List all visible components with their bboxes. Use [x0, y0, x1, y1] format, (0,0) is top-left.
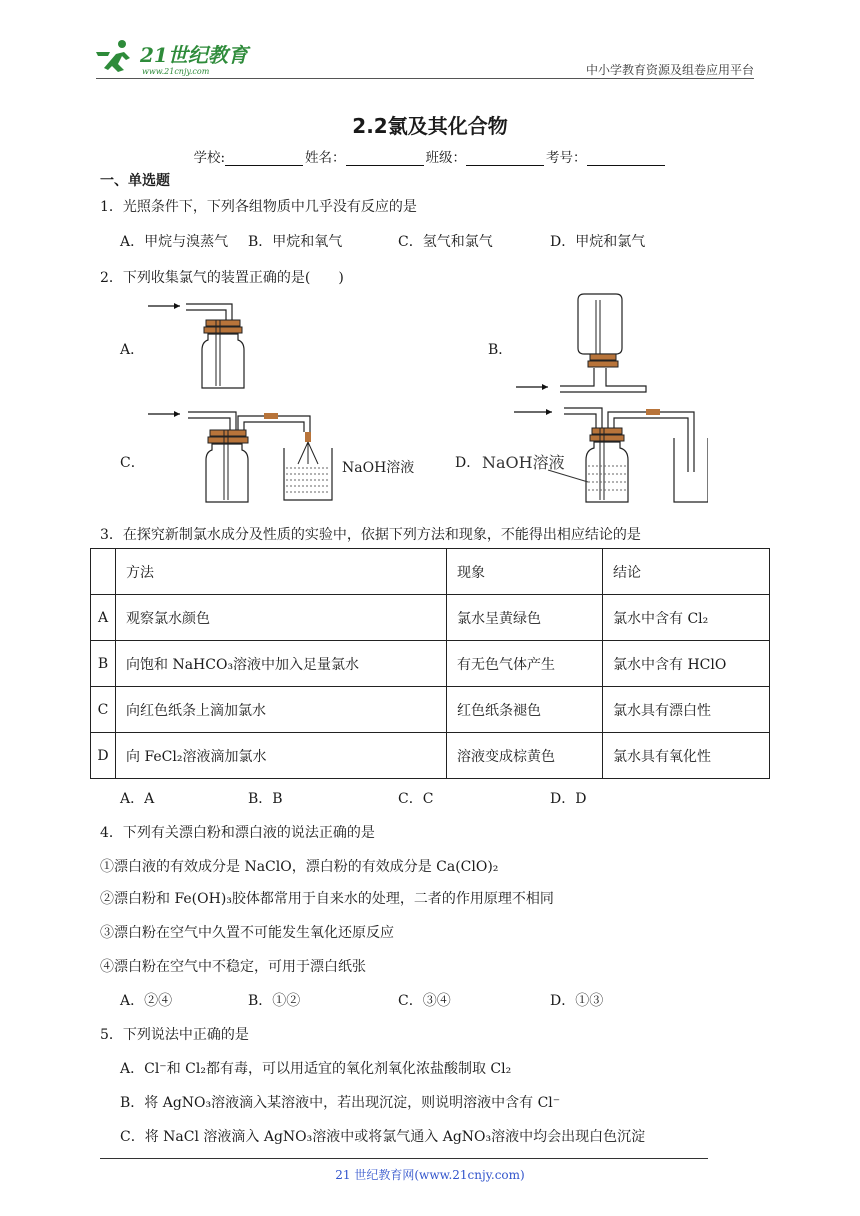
q1-option-c: C．氢气和氯气: [398, 234, 493, 250]
logo-text: 21世纪教育: [140, 43, 248, 67]
class-label: 班级：: [425, 150, 467, 166]
apparatus-c-diagram: [140, 402, 440, 512]
header-divider: [96, 78, 754, 79]
table-cell: 氯水中含有 HClO: [603, 641, 770, 687]
table-cell: 观察氯水颜色: [116, 595, 447, 641]
school-blank: [225, 151, 303, 166]
runner-icon: [96, 40, 130, 72]
school-label: 学校:: [193, 150, 226, 166]
q1-option-b: B．甲烷和氧气: [248, 234, 343, 250]
q4-statement-2: ②漂白粉和 Fe(OH)₃胶体都常用于自来水的处理，二者的作用原理不相同: [100, 891, 554, 907]
logo-url: www.21cnjy.com: [142, 67, 210, 76]
table-cell: C: [91, 687, 116, 733]
q3-option-a: A．A: [120, 791, 155, 807]
table-row: [91, 733, 770, 779]
table-header-cell: [91, 549, 116, 595]
table-row: [91, 687, 770, 733]
q2-label-a: A．: [120, 342, 145, 358]
q4-option-d: D．①③: [550, 993, 604, 1009]
q2-label-d: D．: [455, 455, 481, 471]
naoh-label-d: NaOH溶液: [482, 453, 565, 472]
q4-option-b: B．①②: [248, 993, 301, 1009]
apparatus-b-diagram: [510, 290, 660, 400]
q3-option-b: B．B: [248, 791, 283, 807]
site-logo: [96, 38, 256, 78]
table-header-cell: 现象: [447, 549, 603, 595]
table-header-row: [91, 549, 770, 595]
student-info-line: [0, 146, 860, 166]
exam-no-blank: [587, 151, 665, 166]
name-blank: [346, 151, 424, 166]
site-slogan: 中小学教育资源及组卷应用平台: [585, 63, 754, 77]
q2-stem: 2．下列收集氯气的装置正确的是( ): [100, 270, 344, 286]
q2-label-c: C．: [120, 455, 145, 471]
table-cell: 向饱和 NaHCO₃溶液中加入足量氯水: [116, 641, 447, 687]
name-label: 姓名：: [305, 150, 346, 166]
table-cell: A: [91, 595, 116, 641]
table-cell: D: [91, 733, 116, 779]
footer-divider: [100, 1158, 708, 1159]
q3-option-c: C．C: [398, 791, 434, 807]
q4-stem: 4．下列有关漂白粉和漂白液的说法正确的是: [100, 825, 375, 841]
table-cell: 溶液变成棕黄色: [447, 733, 603, 779]
table-cell: 氯水具有氧化性: [603, 733, 770, 779]
naoh-label-c: NaOH溶液: [342, 460, 415, 476]
exam-no-label: 考号：: [546, 150, 587, 166]
class-blank: [466, 151, 544, 166]
table-cell: 有无色气体产生: [447, 641, 603, 687]
table-cell: 氯水中含有 Cl₂: [603, 595, 770, 641]
q5-option-c: C．将 NaCl 溶液滴入 AgNO₃溶液中或将氯气通入 AgNO₃溶液中均会出现白色沉淀: [120, 1129, 646, 1145]
q4-option-a: A．②④: [120, 993, 173, 1009]
table-cell: 氯水呈黄绿色: [447, 595, 603, 641]
q3-option-d: D．D: [550, 791, 587, 807]
q4-option-c: C．③④: [398, 993, 451, 1009]
table-cell: B: [91, 641, 116, 687]
apparatus-d-diagram: [478, 402, 708, 512]
page-title: 2.2氯及其化合物: [352, 114, 508, 138]
q1-option-a: A．甲烷与溴蒸气: [120, 234, 229, 250]
table-cell: 向红色纸条上滴加氯水: [116, 687, 447, 733]
apparatus-a-diagram: [140, 290, 260, 395]
q1-option-d: D．甲烷和氯气: [550, 234, 646, 250]
footer-link[interactable]: 21 世纪教育网(www.21cnjy.com): [335, 1168, 525, 1182]
table-cell: 红色纸条褪色: [447, 687, 603, 733]
table-cell: 氯水具有漂白性: [603, 687, 770, 733]
table-header-cell: 结论: [603, 549, 770, 595]
q5-stem: 5．下列说法中正确的是: [100, 1027, 249, 1043]
q5-option-b: B．将 AgNO₃溶液滴入某溶液中，若出现沉淀，则说明溶液中含有 Cl⁻: [120, 1095, 561, 1111]
table-row: [91, 641, 770, 687]
q4-statement-3: ③漂白粉在空气中久置不可能发生氧化还原反应: [100, 925, 394, 941]
q5-option-a: A．Cl⁻和 Cl₂都有毒，可以用适宜的氧化剂氧化浓盐酸制取 Cl₂: [120, 1061, 512, 1077]
section-heading: 一、单选题: [100, 173, 170, 189]
table-row: [91, 595, 770, 641]
q2-label-b: B．: [488, 342, 513, 358]
q4-statement-4: ④漂白粉在空气中不稳定，可用于漂白纸张: [100, 959, 366, 975]
q3-stem: 3．在探究新制氯水成分及性质的实验中，依据下列方法和现象，不能得出相应结论的是: [100, 527, 641, 543]
q1-stem: 1．光照条件下，下列各组物质中几乎没有反应的是: [100, 199, 417, 215]
q3-table: [90, 548, 770, 779]
q4-statement-1: ①漂白液的有效成分是 NaClO，漂白粉的有效成分是 Ca(ClO)₂: [100, 859, 499, 875]
table-header-cell: 方法: [116, 549, 447, 595]
table-cell: 向 FeCl₂溶液滴加氯水: [116, 733, 447, 779]
